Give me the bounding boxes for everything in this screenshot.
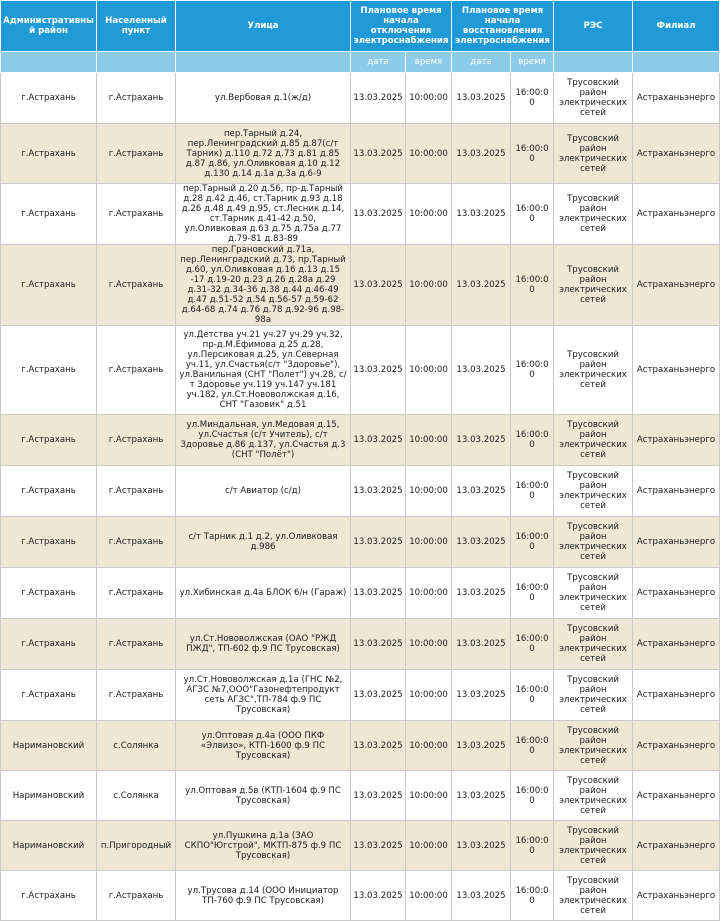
- cell-off-time: 10:00:00: [406, 871, 452, 921]
- cell-district: г.Астрахань: [1, 568, 97, 619]
- table-row: [1, 619, 720, 670]
- cell-on-time: 16:00:00: [511, 619, 554, 670]
- cell-on-time: 16:00:00: [511, 721, 554, 771]
- cell-res: Трусовский район электрических сетей: [554, 184, 633, 245]
- cell-street: пер.Грановский д.71а, пер.Ленинградский д.73, пр.Тарный д.60, ул.Оливковая д.16 д.13 д.15 -17 д.19-20 д.23 д.26 д.28а д.29 д.31-32 д.34-36 д.38 д.44 д.46-49 д.47 д.51-52 д.54 д.56-57 д.59-62 д.64-68 д.74 д.76 д.78 д.92-96 д.98-98а: [176, 245, 351, 326]
- cell-settlement: г.Астрахань: [97, 245, 176, 326]
- cell-on-date: 13.03.2025: [452, 670, 511, 721]
- cell-off-date: 13.03.2025: [351, 415, 406, 466]
- cell-res: Трусовский район электрических сетей: [554, 326, 633, 415]
- table-row: [1, 73, 720, 124]
- cell-settlement: п.Пригородный: [97, 821, 176, 871]
- cell-off-date: 13.03.2025: [351, 326, 406, 415]
- cell-settlement: г.Астрахань: [97, 568, 176, 619]
- cell-off-time: 10:00:00: [406, 415, 452, 466]
- subheader-on-time: время: [511, 52, 554, 73]
- cell-on-time: 16:00:00: [511, 245, 554, 326]
- cell-settlement: г.Астрахань: [97, 466, 176, 517]
- cell-on-time: 16:00:00: [511, 568, 554, 619]
- cell-district: г.Астрахань: [1, 184, 97, 245]
- subheader-blank: [554, 52, 633, 73]
- cell-res: Трусовский район электрических сетей: [554, 73, 633, 124]
- cell-off-date: 13.03.2025: [351, 871, 406, 921]
- cell-off-time: 10:00:00: [406, 568, 452, 619]
- cell-off-time: 10:00:00: [406, 721, 452, 771]
- cell-res: Трусовский район электрических сетей: [554, 568, 633, 619]
- cell-off-time: 10:00:00: [406, 124, 452, 184]
- cell-settlement: г.Астрахань: [97, 619, 176, 670]
- cell-branch: Астраханьэнерго: [633, 670, 720, 721]
- subheader-on-date: дата: [452, 52, 511, 73]
- cell-on-time: 16:00:00: [511, 871, 554, 921]
- cell-on-date: 13.03.2025: [452, 184, 511, 245]
- table-row: [1, 326, 720, 415]
- cell-on-date: 13.03.2025: [452, 517, 511, 568]
- cell-district: Наримановский: [1, 821, 97, 871]
- table-row: [1, 415, 720, 466]
- subheader-blank: [1, 52, 97, 73]
- cell-res: Трусовский район электрических сетей: [554, 771, 633, 821]
- cell-street: с/т Тарник д.1 д.2, ул.Оливковая д.986: [176, 517, 351, 568]
- header-branch: Филиал: [633, 1, 720, 52]
- table-row: [1, 124, 720, 184]
- cell-settlement: г.Астрахань: [97, 184, 176, 245]
- cell-street: ул.Хибинская д.4а БЛОК 6/н (Гараж): [176, 568, 351, 619]
- cell-off-date: 13.03.2025: [351, 124, 406, 184]
- cell-off-date: 13.03.2025: [351, 245, 406, 326]
- cell-settlement: г.Астрахань: [97, 517, 176, 568]
- cell-branch: Астраханьэнерго: [633, 184, 720, 245]
- cell-street: ул.Детства уч.21 уч.27 уч.29 уч.32, пр-д.М.Ефимова д.25 д.28, ул.Персиковая д.25, ул.Северная уч.11, ул.Счастья(с/т "Здоровье"), ул.Ванильная (СНТ "Полет") уч.28, с/т Здоровье уч.119 уч.147 уч.181 уч.182, ул.Ст.Нововолжская д.16, СНТ "Газовик" д.51: [176, 326, 351, 415]
- cell-settlement: г.Астрахань: [97, 871, 176, 921]
- cell-branch: Астраханьэнерго: [633, 466, 720, 517]
- header-off-time: Плановое время начала отключения электроснабжения: [351, 1, 452, 52]
- cell-res: Трусовский район электрических сетей: [554, 871, 633, 921]
- cell-settlement: г.Астрахань: [97, 326, 176, 415]
- table-row: [1, 871, 720, 921]
- cell-on-date: 13.03.2025: [452, 568, 511, 619]
- cell-off-time: 10:00:00: [406, 771, 452, 821]
- cell-branch: Астраханьэнерго: [633, 326, 720, 415]
- cell-res: Трусовский район электрических сетей: [554, 721, 633, 771]
- cell-on-time: 16:00:00: [511, 670, 554, 721]
- table-row: [1, 184, 720, 245]
- cell-on-date: 13.03.2025: [452, 821, 511, 871]
- cell-district: г.Астрахань: [1, 245, 97, 326]
- cell-on-date: 13.03.2025: [452, 326, 511, 415]
- header-street: Улица: [176, 1, 351, 52]
- table-body: [1, 73, 720, 921]
- subheader-off-date: дата: [351, 52, 406, 73]
- cell-street: ул.Ст.Нововолжская д.1а (ГНС №2, АГЗС №7,ООО"Газонефтепродукт сеть АГЗС",ТП-784 ф.9 ПС Трусовская): [176, 670, 351, 721]
- cell-on-date: 13.03.2025: [452, 871, 511, 921]
- cell-res: Трусовский район электрических сетей: [554, 670, 633, 721]
- cell-settlement: г.Астрахань: [97, 124, 176, 184]
- cell-district: г.Астрахань: [1, 619, 97, 670]
- cell-res: Трусовский район электрических сетей: [554, 821, 633, 871]
- table-row: [1, 721, 720, 771]
- cell-street: пер.Тарный д.20 д.56, пр-д.Тарный д.28 д.42 д.46, ст.Тарник д.93 д.18 д.26 д.48 д.49 д.95, ст.Лесник д.14, ст.Тарник д.41-42 д.50, ул.Оливковая д.63 д.75 д.75а д.77 д.79-81 д.83-89: [176, 184, 351, 245]
- cell-branch: Астраханьэнерго: [633, 124, 720, 184]
- cell-on-time: 16:00:00: [511, 184, 554, 245]
- cell-off-date: 13.03.2025: [351, 619, 406, 670]
- cell-street: ул.Оптовая д.4а (ООО ПКФ «Элвизо», КТП-1600 ф.9 ПС Трусовская): [176, 721, 351, 771]
- cell-on-date: 13.03.2025: [452, 245, 511, 326]
- cell-on-date: 13.03.2025: [452, 415, 511, 466]
- cell-off-date: 13.03.2025: [351, 184, 406, 245]
- cell-res: Трусовский район электрических сетей: [554, 517, 633, 568]
- header-settlement: Населенный пункт: [97, 1, 176, 52]
- cell-settlement: г.Астрахань: [97, 415, 176, 466]
- table-row: [1, 517, 720, 568]
- cell-on-date: 13.03.2025: [452, 124, 511, 184]
- cell-street: ул.Ст.Нововолжская (ОАО "РЖД ПЖД", ТП-602 ф.9 ПС Трусовская): [176, 619, 351, 670]
- cell-branch: Астраханьэнерго: [633, 517, 720, 568]
- cell-branch: Астраханьэнерго: [633, 721, 720, 771]
- cell-district: г.Астрахань: [1, 73, 97, 124]
- header-district: Административный район: [1, 1, 97, 52]
- cell-off-time: 10:00:00: [406, 245, 452, 326]
- cell-on-time: 16:00:00: [511, 124, 554, 184]
- subheader-blank: [97, 52, 176, 73]
- cell-street: с/т Авиатор (с/д): [176, 466, 351, 517]
- subheader-off-time: время: [406, 52, 452, 73]
- cell-district: Наримановский: [1, 721, 97, 771]
- cell-on-time: 16:00:00: [511, 415, 554, 466]
- header-on-time: Плановое время начала восстановления электроснабжения: [452, 1, 554, 52]
- cell-district: г.Астрахань: [1, 466, 97, 517]
- cell-off-time: 10:00:00: [406, 466, 452, 517]
- cell-on-time: 16:00:00: [511, 73, 554, 124]
- cell-street: пер.Тарный д.24, пер.Ленинградский д.85 д.87(с/т Тарник) д.110 д.72 д.73 д.81 д.85 д.87 д.86, ул.Оливковая д.10 д.12 д.130 д.14 д.1а д.3а д.6-9: [176, 124, 351, 184]
- cell-off-date: 13.03.2025: [351, 721, 406, 771]
- cell-on-time: 16:00:00: [511, 517, 554, 568]
- cell-street: ул.Оптовая д.5в (КТП-1604 ф.9 ПС Трусовская): [176, 771, 351, 821]
- cell-off-date: 13.03.2025: [351, 73, 406, 124]
- cell-on-time: 16:00:00: [511, 771, 554, 821]
- cell-res: Трусовский район электрических сетей: [554, 466, 633, 517]
- cell-res: Трусовский район электрических сетей: [554, 415, 633, 466]
- table-header: [1, 1, 720, 73]
- cell-settlement: с.Солянка: [97, 771, 176, 821]
- cell-district: г.Астрахань: [1, 871, 97, 921]
- cell-branch: Астраханьэнерго: [633, 619, 720, 670]
- cell-street: ул.Трусова д.14 (ООО Инициатор ТП-760 ф.9 ПС Трусовская): [176, 871, 351, 921]
- cell-branch: Астраханьэнерго: [633, 821, 720, 871]
- cell-district: г.Астрахань: [1, 124, 97, 184]
- cell-on-time: 16:00:00: [511, 466, 554, 517]
- cell-district: г.Астрахань: [1, 326, 97, 415]
- cell-off-time: 10:00:00: [406, 619, 452, 670]
- table-row: [1, 568, 720, 619]
- cell-off-date: 13.03.2025: [351, 568, 406, 619]
- cell-res: Трусовский район электрических сетей: [554, 124, 633, 184]
- cell-district: Наримановский: [1, 771, 97, 821]
- cell-branch: Астраханьэнерго: [633, 415, 720, 466]
- cell-res: Трусовский район электрических сетей: [554, 245, 633, 326]
- table-row: [1, 245, 720, 326]
- cell-on-date: 13.03.2025: [452, 771, 511, 821]
- cell-street: ул.Миндальная, ул.Медовая д.15, ул.Счастья (с/т Учитель), с/т Здоровье д.86 д.137, ул.Счастья д.3 (СНТ "Полёт"): [176, 415, 351, 466]
- cell-on-date: 13.03.2025: [452, 466, 511, 517]
- cell-branch: Астраханьэнерго: [633, 771, 720, 821]
- cell-res: Трусовский район электрических сетей: [554, 619, 633, 670]
- cell-off-time: 10:00:00: [406, 517, 452, 568]
- cell-off-date: 13.03.2025: [351, 821, 406, 871]
- table-row: [1, 670, 720, 721]
- cell-off-date: 13.03.2025: [351, 670, 406, 721]
- subheader-blank: [633, 52, 720, 73]
- cell-branch: Астраханьэнерго: [633, 73, 720, 124]
- cell-on-time: 16:00:00: [511, 326, 554, 415]
- cell-on-date: 13.03.2025: [452, 721, 511, 771]
- table-row: [1, 771, 720, 821]
- cell-off-time: 10:00:00: [406, 326, 452, 415]
- cell-off-date: 13.03.2025: [351, 466, 406, 517]
- cell-district: г.Астрахань: [1, 415, 97, 466]
- cell-off-time: 10:00:00: [406, 184, 452, 245]
- cell-off-time: 10:00:00: [406, 73, 452, 124]
- cell-branch: Астраханьэнерго: [633, 871, 720, 921]
- table-row: [1, 821, 720, 871]
- cell-settlement: г.Астрахань: [97, 73, 176, 124]
- cell-off-date: 13.03.2025: [351, 517, 406, 568]
- cell-district: г.Астрахань: [1, 670, 97, 721]
- cell-branch: Астраханьэнерго: [633, 245, 720, 326]
- cell-off-date: 13.03.2025: [351, 771, 406, 821]
- cell-settlement: с.Солянка: [97, 721, 176, 771]
- cell-off-time: 10:00:00: [406, 670, 452, 721]
- cell-on-date: 13.03.2025: [452, 619, 511, 670]
- cell-branch: Астраханьэнерго: [633, 568, 720, 619]
- cell-on-date: 13.03.2025: [452, 73, 511, 124]
- cell-settlement: г.Астрахань: [97, 670, 176, 721]
- cell-street: ул.Вербовая д.1(ж/д): [176, 73, 351, 124]
- cell-district: г.Астрахань: [1, 517, 97, 568]
- table-row: [1, 466, 720, 517]
- cell-on-time: 16:00:00: [511, 821, 554, 871]
- cell-off-time: 10:00:00: [406, 821, 452, 871]
- header-res: РЭС: [554, 1, 633, 52]
- cell-street: ул.Пушкина д.1а (ЗАО СКПО"Югстрой", МКТП-875 ф.9 ПС Трусовская): [176, 821, 351, 871]
- subheader-blank: [176, 52, 351, 73]
